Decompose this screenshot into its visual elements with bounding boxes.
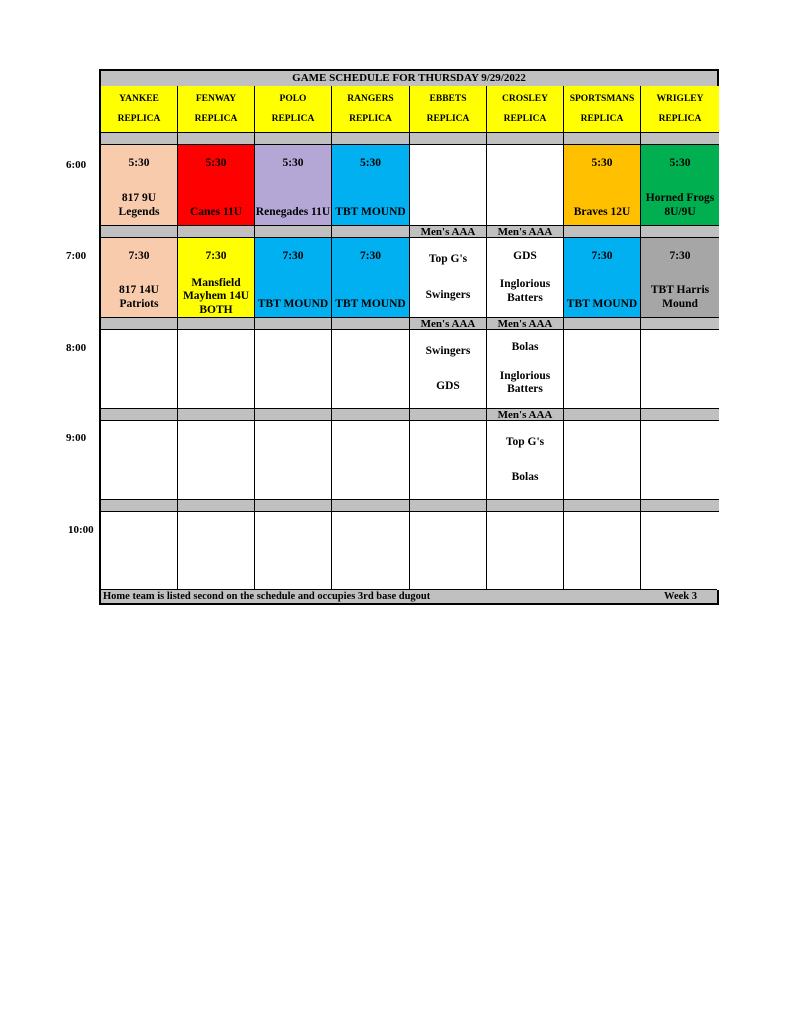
away-team: Swingers (425, 344, 471, 357)
empty-slot-10-5 (487, 512, 564, 591)
team-name: Horned Frogs 8U/9U (645, 192, 715, 218)
empty-slot-10-4 (410, 512, 487, 591)
field-sub: REPLICA (426, 114, 470, 124)
away-team: Bolas (511, 341, 539, 354)
separator-row (255, 318, 332, 330)
field-sub: REPLICA (194, 114, 238, 124)
separator-row (178, 133, 255, 145)
empty-slot-8-7 (641, 330, 719, 409)
field-header-4 (410, 86, 487, 133)
league-label (487, 409, 564, 421)
away-team: GDS (513, 249, 537, 262)
separator-row (487, 500, 564, 512)
game-time: 5:30 (205, 157, 227, 169)
game-slot-6-6 (564, 145, 641, 226)
league-text: Men's AAA (497, 318, 553, 330)
home-team: Swingers (425, 288, 471, 301)
separator-row (564, 409, 641, 421)
game-slot-7-0 (101, 238, 178, 318)
separator-row (178, 226, 255, 238)
empty-slot-9-1 (178, 421, 255, 500)
separator-row (178, 409, 255, 421)
team-name: TBT MOUND (566, 297, 638, 310)
empty-slot-10-7 (641, 512, 719, 591)
separator-row (332, 133, 410, 145)
separator-row (101, 500, 178, 512)
league-text: Men's AAA (497, 226, 553, 238)
empty-slot-10-0 (101, 512, 178, 591)
game-slot-7-1 (178, 238, 255, 318)
field-name: EBBETS (429, 94, 467, 104)
empty-slot-9-2 (255, 421, 332, 500)
team-name: Renegades 11U (255, 205, 331, 218)
game-time: 7:30 (669, 250, 691, 262)
time-label-10: 10:00 (68, 524, 94, 536)
game-slot-6-2 (255, 145, 332, 226)
home-team: Inglorious Batters (499, 369, 551, 396)
separator-row (410, 500, 487, 512)
field-header-0 (101, 86, 178, 133)
home-team-note: Home team is listed second on the schedule and occupies 3rd base dugout (103, 591, 431, 602)
empty-slot-9-0 (101, 421, 178, 500)
separator-row (641, 318, 719, 330)
game-slot-7-3 (332, 238, 410, 318)
league-label (410, 226, 487, 238)
empty-slot-9-4 (410, 421, 487, 500)
schedule-title: GAME SCHEDULE FOR THURSDAY 9/29/2022 (101, 71, 717, 87)
empty-slot-8-3 (332, 330, 410, 409)
game-slot-6-0 (101, 145, 178, 226)
game-time: 5:30 (359, 157, 382, 169)
game-time: 5:30 (282, 157, 304, 169)
team-name: TBT MOUND (335, 205, 406, 218)
game-time: 5:30 (669, 157, 691, 169)
field-header-3 (332, 86, 410, 133)
league-label (487, 318, 564, 330)
separator-row (641, 409, 719, 421)
game-slot-6-4 (410, 145, 487, 226)
home-team: Inglorious Batters (499, 278, 551, 304)
game-time: 7:30 (128, 250, 150, 262)
game-slot-6-3 (332, 145, 410, 226)
separator-row (641, 226, 719, 238)
field-sub: REPLICA (117, 114, 161, 124)
empty-slot-8-1 (178, 330, 255, 409)
game-time: 7:30 (205, 250, 227, 262)
empty-slot-9-6 (564, 421, 641, 500)
field-header-6 (564, 86, 641, 133)
empty-slot-9-7 (641, 421, 719, 500)
team-name: Canes 11U (189, 205, 243, 218)
team-name: 817 9U Legends (118, 192, 160, 218)
league-label (410, 318, 487, 330)
separator-row (564, 318, 641, 330)
separator-row (332, 226, 410, 238)
schedule-table (99, 69, 719, 605)
away-team: Top G's (428, 253, 468, 265)
separator-row (564, 133, 641, 145)
field-name: WRIGLEY (656, 94, 704, 104)
field-name: POLO (279, 94, 307, 104)
league-label (487, 226, 564, 238)
field-header-1 (178, 86, 255, 133)
separator-row (178, 500, 255, 512)
separator-row (332, 500, 410, 512)
game-slot-9-crosley (487, 421, 564, 500)
field-name: YANKEE (119, 94, 159, 104)
game-time: 7:30 (359, 250, 382, 262)
game-time: 7:30 (591, 250, 613, 262)
schedule-footer (101, 589, 717, 603)
separator-row (641, 133, 719, 145)
field-header-7 (641, 86, 719, 133)
home-team: GDS (436, 379, 460, 392)
game-slot-7-4 (410, 238, 487, 318)
empty-slot-9-3 (332, 421, 410, 500)
league-text: Men's AAA (420, 318, 476, 330)
away-team: Top G's (505, 435, 545, 448)
field-name: FENWAY (195, 94, 237, 104)
team-name: 817 14U Patriots (119, 284, 159, 310)
separator-row (255, 409, 332, 421)
field-sub: REPLICA (271, 114, 315, 124)
game-time: 5:30 (591, 157, 613, 169)
separator-row (255, 500, 332, 512)
game-slot-6-1 (178, 145, 255, 226)
separator-row (487, 133, 564, 145)
field-header-5 (487, 86, 564, 133)
team-name: Mansfield Mayhem 14U BOTH (182, 276, 250, 316)
game-slot-8-crosley (487, 330, 564, 409)
team-name: TBT Harris Mound (650, 284, 710, 310)
separator-row (178, 318, 255, 330)
team-name: TBT MOUND (335, 297, 406, 310)
game-slot-7-2 (255, 238, 332, 318)
field-name: SPORTSMANS (569, 94, 635, 104)
game-slot-6-5 (487, 145, 564, 226)
separator-row (410, 409, 487, 421)
separator-row (255, 226, 332, 238)
empty-slot-8-0 (101, 330, 178, 409)
game-time: 7:30 (282, 250, 304, 262)
empty-slot-10-3 (332, 512, 410, 591)
separator-row (101, 133, 178, 145)
time-label-6: 6:00 (66, 159, 87, 171)
game-slot-7-7 (641, 238, 719, 318)
team-name: TBT MOUND (257, 297, 329, 310)
game-slot-7-5 (487, 238, 564, 318)
separator-row (332, 318, 410, 330)
team-name: Braves 12U (573, 205, 631, 218)
time-label-7: 7:00 (66, 250, 87, 262)
field-header-2 (255, 86, 332, 133)
time-label-8: 8:00 (66, 342, 87, 354)
separator-row (332, 409, 410, 421)
game-slot-8-ebbets (410, 330, 487, 409)
field-sub: REPLICA (503, 114, 547, 124)
game-time: 5:30 (128, 157, 150, 169)
empty-slot-10-1 (178, 512, 255, 591)
empty-slot-10-6 (564, 512, 641, 591)
time-label-9: 9:00 (66, 432, 87, 444)
separator-row (641, 500, 719, 512)
empty-slot-8-6 (564, 330, 641, 409)
field-sub: REPLICA (580, 114, 624, 124)
separator-row (101, 226, 178, 238)
week-label: Week 3 (664, 591, 697, 602)
separator-row (564, 500, 641, 512)
game-slot-7-6 (564, 238, 641, 318)
field-name: CROSLEY (502, 94, 548, 104)
separator-row (101, 318, 178, 330)
field-name: RANGERS (347, 94, 394, 104)
separator-row (564, 226, 641, 238)
league-text: Men's AAA (497, 409, 553, 421)
home-team: Bolas (511, 470, 539, 483)
game-slot-6-7 (641, 145, 719, 226)
separator-row (410, 133, 487, 145)
empty-slot-8-2 (255, 330, 332, 409)
empty-slot-10-2 (255, 512, 332, 591)
separator-row (101, 409, 178, 421)
field-sub: REPLICA (658, 114, 702, 124)
separator-row (255, 133, 332, 145)
league-text: Men's AAA (420, 226, 476, 238)
field-sub: REPLICA (349, 114, 392, 124)
